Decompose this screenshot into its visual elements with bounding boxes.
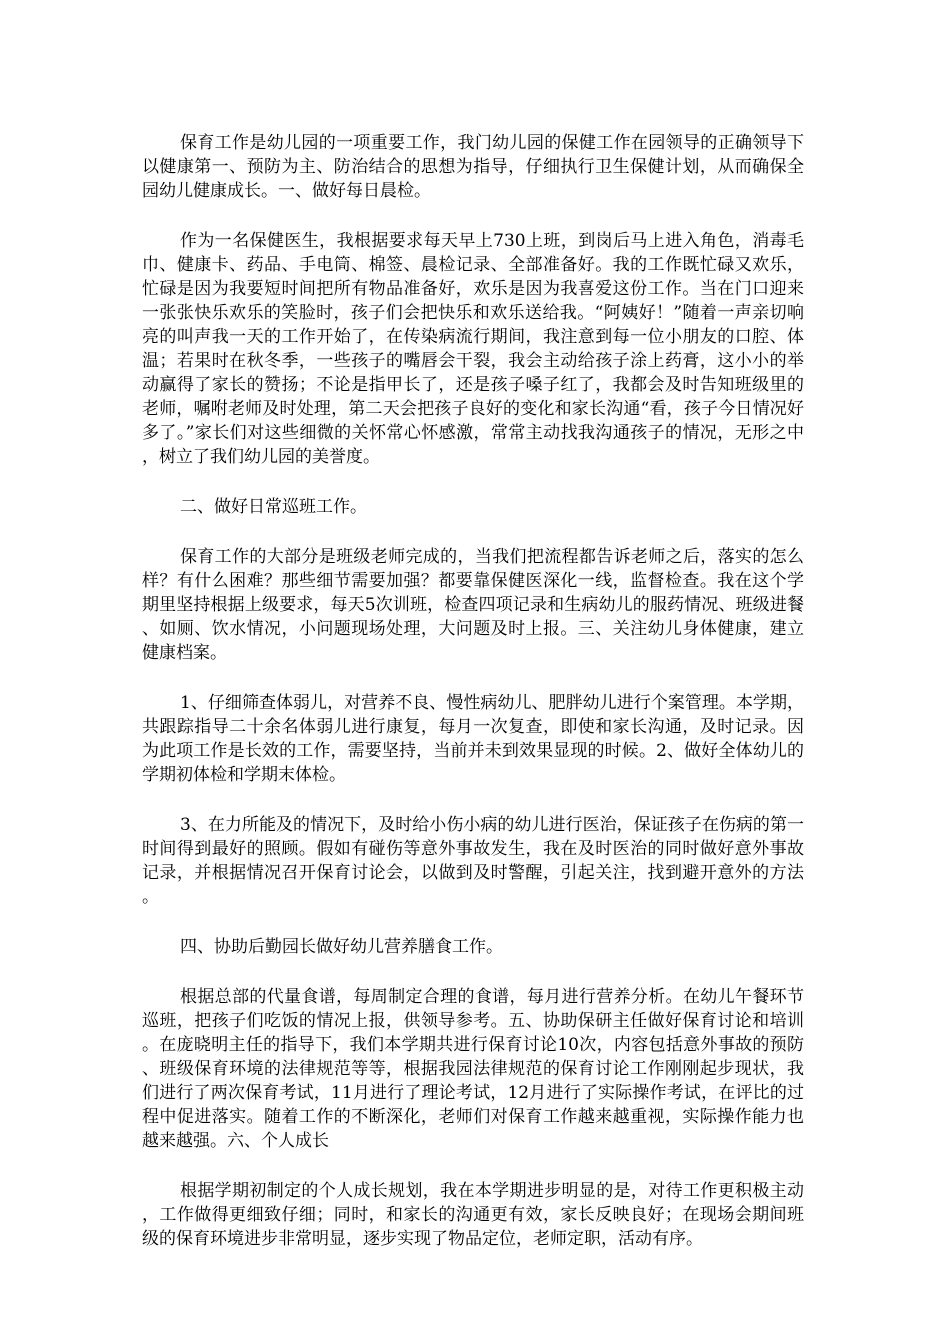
paragraph-heading-patrol: 二、做好日常巡班工作。 xyxy=(180,497,367,517)
paragraph-morning-check: 作为一名保健医生，我根据要求每天早上730上班，到岗后马上进入角色，消毒毛巾、健康卡、药品、手电筒、棉签、晨检记录、全部准备好。我的工作既忙碌又欢乐，忙碌是因为我要短时间把所有物品准备好，欢乐是因为我喜爱这份工作。当在门口迎来一张张快乐欢乐的笑脸时，孩子们会把快乐和欢乐送给我。“阿姨好！”随着一声亲切响亮的叫声我一天的工作开始了，在传染病流行期间，我注意到每一位小朋友的口腔、体温；若果时在秋冬季，一些孩子的嘴唇会干裂，我会主动给孩子涂上药膏，这小小的举动赢得了家长的赞扬；不论是指甲长了，还是孩子嗓子红了，我都会及时告知班级里的老师，嘱咐老师及时处理，第二天会把孩子良好的变化和家长沟通“看，孩子今日情况好多了。”家长们对这些细微的关怀常心怀感激，常常主动找我沟通孩子的情况，无形之中，树立了我们幼儿园的美誉度。 xyxy=(142,231,804,467)
paragraph-patrol: 保育工作的大部分是班级老师完成的，当我们把流程都告诉老师之后，落实的怎么样？有什么困难？那些细节需要加强？都要靠保健医深化一线，监督检查。我在这个学期里坚持根据上级要求，每天5次训班，检查四项记录和生病幼儿的服药情况、班级进餐、如厕、饮水情况，小问题现场处理，大问题及时上报。三、关注幼儿身体健康，建立健康档案。 xyxy=(142,547,804,663)
paragraph-weak-children: 1、仔细筛查体弱儿，对营养不良、慢性病幼儿、肥胖幼儿进行个案管理。本学期，共跟踪指导二十余名体弱儿进行康复，每月一次复查，即使和家长沟通，及时记录。因为此项工作是长效的工作，需要坚持，当前并未到效果显现的时候。2、做好全体幼儿的学期初体检和学期末体检。 xyxy=(142,693,804,785)
paragraph-first-aid: 3、在力所能及的情况下，及时给小伤小病的幼儿进行医治，保证孩子在伤病的第一时间得到最好的照顾。假如有碰伤等意外事故发生，我在及时医治的同时做好意外事故记录，并根据情况召开保育讨论会，以做到及时警醒，引起关注，找到避开意外的方法。 xyxy=(142,815,804,907)
document-page xyxy=(142,131,804,1277)
paragraph-personal-growth: 根据学期初制定的个人成长规划，我在本学期进步明显的是，对待工作更积极主动，工作做得更细致仔细；同时，和家长的沟通更有效，家长反映良好；在现场会期间班级的保育环境进步非常明显，逐步实现了物品定位，老师定职，活动有序。 xyxy=(142,1181,804,1249)
paragraph-nutrition: 根据总部的代量食谱，每周制定合理的食谱，每月进行营养分析。在幼儿午餐环节巡班，把孩子们吃饭的情况上报，供领导参考。五、协助保研主任做好保育讨论和培训。在庞晓明主任的指导下，我们本学期共进行保育讨论10次，内容包括意外事故的预防、班级保育环境的法律规范等等，根据我园法律规范的保育讨论工作刚刚起步现状，我们进行了两次保育考试，11月进行了理论考试，12月进行了实际操作考试，在评比的过程中促进落实。随着工作的不断深化，老师们对保育工作越来越重视，实际操作能力也越来越强。六、个人成长 xyxy=(142,987,804,1151)
paragraph-heading-nutrition: 四、协助后勤园长做好幼儿营养膳食工作。 xyxy=(180,937,503,957)
paragraph-intro: 保育工作是幼儿园的一项重要工作，我门幼儿园的保健工作在园领导的正确领导下以健康第一、预防为主、防治结合的思想为指导，仔细执行卫生保健计划，从而确保全园幼儿健康成长。一、做好每日晨检。 xyxy=(142,133,804,201)
